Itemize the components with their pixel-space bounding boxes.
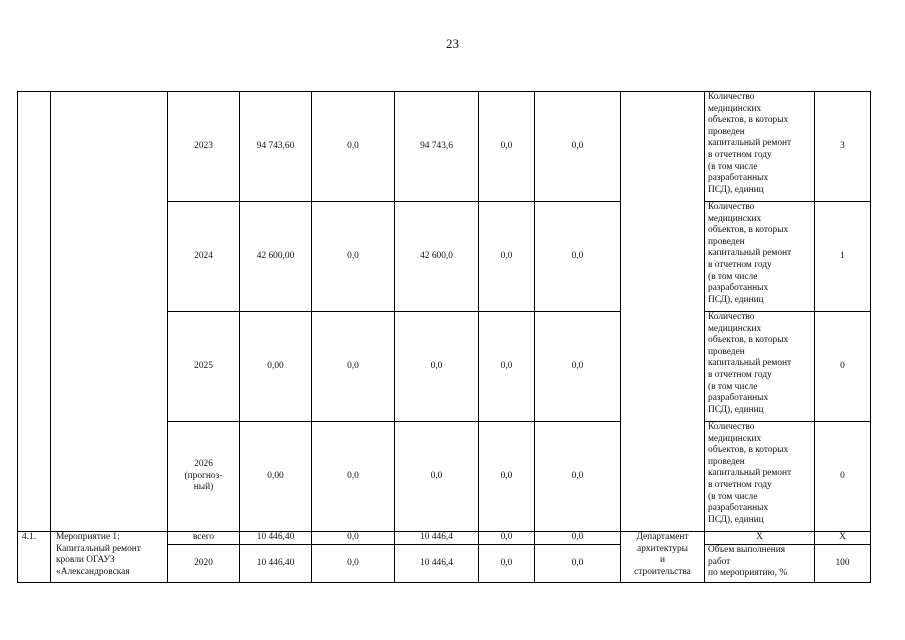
amount-regional: 94 743,6: [395, 92, 479, 202]
indicator-line: капитальный ремонт: [708, 468, 792, 479]
indicator-line: ПСД), единиц: [708, 514, 764, 525]
amount-total: 0,00: [240, 312, 312, 422]
indicator-line: проведен: [708, 456, 745, 467]
indicator-line: медицинских: [708, 103, 762, 114]
indicator-line: капитальный ремонт: [708, 358, 792, 369]
table-row: [18, 92, 871, 202]
amount-total: 0,00: [240, 422, 312, 532]
indicator-line: ПСД), единиц: [708, 294, 764, 305]
event-name-line: Мероприятие 1:: [56, 532, 120, 542]
name-cell: [51, 92, 168, 532]
amount-municipal: 0,0: [479, 202, 535, 312]
indicator-value: 0: [815, 422, 871, 532]
amount-other: 0,0: [535, 202, 621, 312]
indicator-line: Количество: [708, 202, 755, 212]
executor-line: Департамент: [636, 532, 689, 542]
indicator-cell: [705, 532, 815, 545]
year-cell: 2020: [168, 545, 240, 583]
amount-federal: 0,0: [312, 312, 395, 422]
amount-regional: 10 446,4: [395, 532, 479, 545]
indicator-line: по мероприятию, %: [708, 568, 788, 579]
amount-federal: 0,0: [312, 422, 395, 532]
year-cell: [168, 312, 240, 422]
indicator-line: медицинских: [708, 433, 762, 444]
year-label: 2025: [194, 360, 213, 371]
indicator-line: Количество: [708, 312, 755, 322]
indicator-value: 3: [815, 92, 871, 202]
year-label: 2024: [194, 250, 213, 261]
year-label: 2023: [194, 140, 213, 151]
amount-total: 42 600,00: [240, 202, 312, 312]
year-cell: [168, 422, 240, 532]
year-cell: [168, 92, 240, 202]
indicator-line: Объем выполнения: [708, 545, 786, 555]
amount-municipal: 0,0: [479, 422, 535, 532]
indicator-line: медицинских: [708, 323, 762, 334]
indicator-line: в отчетном году: [708, 149, 772, 160]
indicator-line: разработанных: [708, 393, 769, 404]
amount-municipal: 0,0: [479, 532, 535, 545]
indicator-line: Количество: [708, 422, 755, 432]
amount-municipal: 0,0: [479, 545, 535, 583]
indicator-line: Количество: [708, 92, 755, 102]
amount-federal: 0,0: [312, 92, 395, 202]
indicator-value: 100: [815, 545, 871, 583]
amount-federal: 0,0: [312, 532, 395, 545]
year-label: (прогноз-: [184, 470, 223, 481]
amount-other: 0,0: [535, 422, 621, 532]
indicator-line: разработанных: [708, 173, 769, 184]
event-name-line: Капитальный ремонт: [56, 543, 141, 554]
amount-other: 0,0: [535, 545, 621, 583]
amount-municipal: 0,0: [479, 312, 535, 422]
amount-total: 10 446,40: [240, 545, 312, 583]
amount-federal: 0,0: [312, 202, 395, 312]
indicator-cell: [705, 92, 815, 202]
amount-federal: 0,0: [312, 545, 395, 583]
indicator-line: капитальный ремонт: [708, 248, 792, 259]
indicator-line: в отчетном году: [708, 369, 772, 380]
amount-other: 0,0: [535, 92, 621, 202]
amount-total: 94 743,60: [240, 92, 312, 202]
executor-line: строительства: [634, 566, 691, 577]
year-label: ный): [193, 482, 214, 493]
event-name-cell: [51, 532, 168, 583]
indicator-cell: [705, 312, 815, 422]
amount-municipal: 0,0: [479, 92, 535, 202]
indicator-cell: [705, 545, 815, 583]
number-cell: [18, 92, 51, 532]
indicator-line: объектов, в которых: [708, 335, 789, 346]
indicator-line: медицинских: [708, 213, 762, 224]
indicator-line: (в том числе: [708, 381, 758, 392]
indicator-cell: [705, 422, 815, 532]
indicator-line: капитальный ремонт: [708, 138, 792, 149]
year-label: 2026: [194, 459, 213, 470]
indicator-line: (в том числе: [708, 491, 758, 502]
amount-regional: 0,0: [395, 422, 479, 532]
amount-other: 0,0: [535, 312, 621, 422]
indicator-line: разработанных: [708, 503, 769, 514]
event-executor-cell: [621, 532, 705, 583]
executor-line: и: [659, 555, 666, 566]
indicator-line: разработанных: [708, 283, 769, 294]
indicator-line: в отчетном году: [708, 479, 772, 490]
indicator-value: 1: [815, 202, 871, 312]
year-cell: [168, 202, 240, 312]
event-number: 4.1.: [18, 532, 51, 583]
indicator-line: (в том числе: [708, 161, 758, 172]
event-name-line: кровли ОГАУЗ: [56, 555, 115, 566]
amount-regional: 42 600,0: [395, 202, 479, 312]
indicator-line: X: [756, 532, 763, 543]
indicator-line: объектов, в которых: [708, 445, 789, 456]
indicator-line: объектов, в которых: [708, 225, 789, 236]
indicator-line: проведен: [708, 236, 745, 247]
indicator-line: проведен: [708, 126, 745, 137]
amount-other: 0,0: [535, 532, 621, 545]
indicator-line: ПСД), единиц: [708, 184, 764, 195]
executor-cell: [621, 92, 705, 532]
indicator-line: (в том числе: [708, 271, 758, 282]
year-cell: всего: [168, 532, 240, 545]
page-number: 23: [446, 36, 459, 51]
indicator-line: объектов, в которых: [708, 115, 789, 126]
executor-line: архитектуры: [637, 543, 688, 554]
amount-regional: 0,0: [395, 312, 479, 422]
amount-regional: 10 446,4: [395, 545, 479, 583]
indicator-cell: [705, 202, 815, 312]
program-table: [17, 91, 871, 583]
table-row: [18, 532, 871, 545]
event-name-line: «Александровская: [56, 566, 130, 577]
indicator-value: 0: [815, 312, 871, 422]
indicator-line: работ: [708, 556, 731, 567]
indicator-line: проведен: [708, 346, 745, 357]
indicator-value: X: [815, 532, 871, 545]
amount-total: 10 446,40: [240, 532, 312, 545]
indicator-line: ПСД), единиц: [708, 404, 764, 415]
indicator-line: в отчетном году: [708, 259, 772, 270]
